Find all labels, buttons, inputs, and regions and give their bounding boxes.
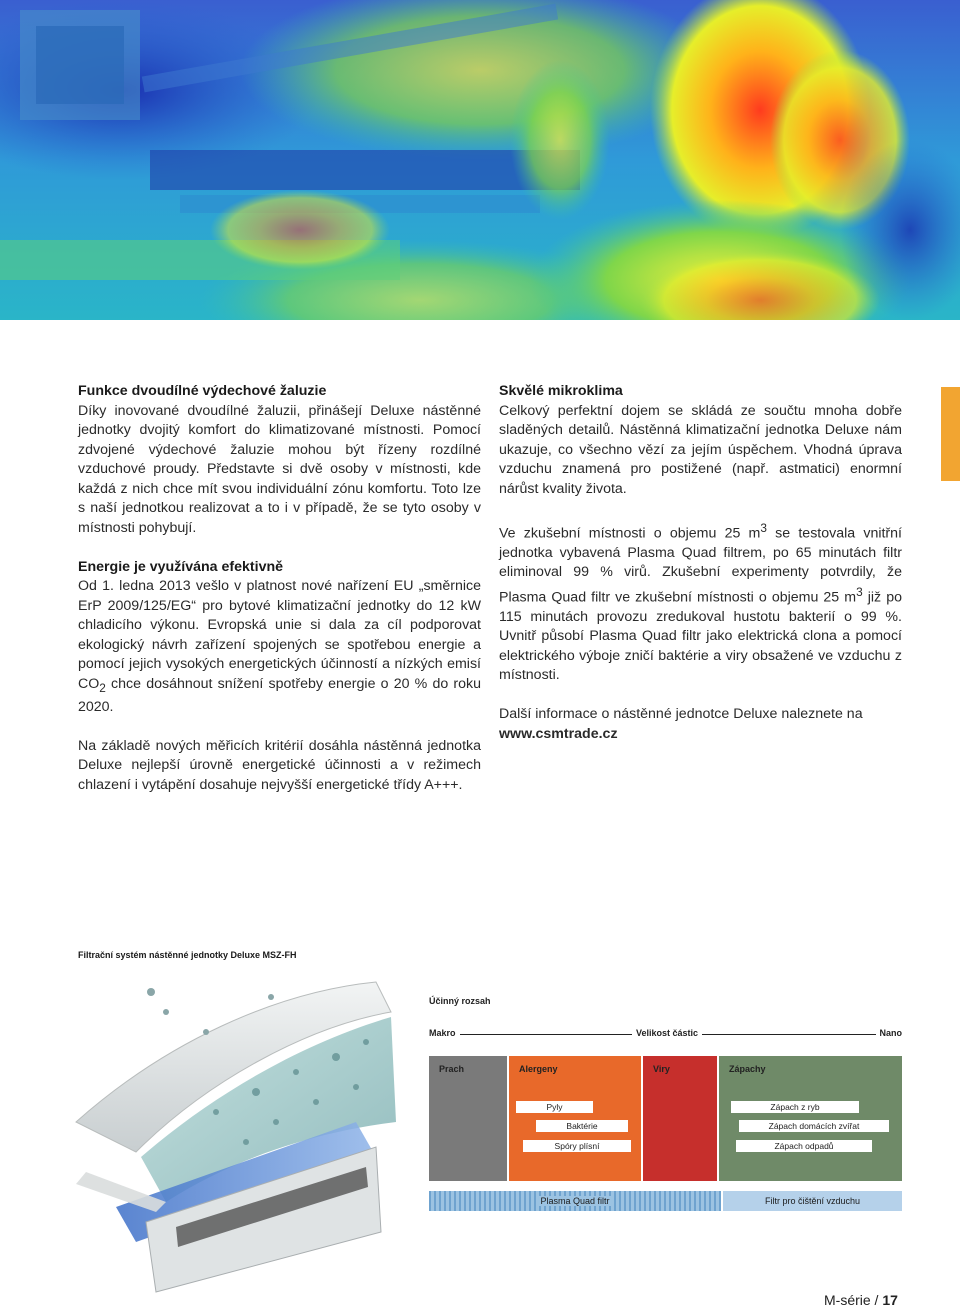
paragraph-louvre: Díky inovované dvoudílné žaluzii, přinášejí Deluxe nástěnné jednotky dvojitý komfort do klimatizované místnosti. Pomocí zdvojené výdechové žaluzie mohou být řízeny rozdílné vzduchové proudy. Představte si dvě osoby v místnosti, kde každá z nich chce mít svou individuální zónu komfortu. Toto lze s naší jednotkou realizovat a to i v případě, že se tyto osoby v místnosti pohybují. — [78, 402, 481, 536]
tag-mold-spores: Spóry plísní — [523, 1140, 631, 1152]
page-footer: M-série / 17 — [824, 1292, 898, 1308]
right-column — [499, 382, 902, 744]
page-number: 17 — [882, 1292, 898, 1308]
paragraph-plasma-test: Ve zkušební místnosti o objemu 25 $m^3$ se testovala vnitřní jednotka vybavená Plasma Quad filtrem, po 65 minutách filtr eliminoval 99 % virů. Zkušební experimenty potvrdily, že Plasma Quad filtr ve zkušební místnosti o objemu 25 $m^3$ již po 115 minutách provozu zredukoval hustotu bakterií o 99 %. Uvnitř působí Plasma Quad filtr jako elektrická clona a pomocí elektrického výboje zničí baktérie a viry obsažené ve vzduchu z místnosti. — [499, 520, 902, 684]
section-tab-marker — [941, 387, 960, 481]
band-allergens: Alergeny — [509, 1056, 641, 1181]
figure-title: Filtrační systém nástěnné jednotky Deluxe MSZ-FH — [78, 950, 297, 960]
heading-louvre-function: Funkce dvoudílné výdechové žaluzie — [78, 383, 327, 399]
scale-right-label: Nano — [876, 1028, 907, 1038]
paragraph-microclimate: Celkový perfektní dojem se skládá ze součtu mnoha dobře sladěných detailů. Nástěnná klimatizační jednotka Deluxe nám ukazuje, co všechno vězí za jejím úspěchem. Vhodná úprava vzduchu znamená pro postižené (např. astmatici) enormní nárůst kvality života. — [499, 402, 902, 497]
tag-pollen: Pyly — [516, 1101, 593, 1113]
filter-air-purifying: Filtr pro čištění vzduchu — [723, 1191, 902, 1211]
band-dust: Prach — [429, 1056, 507, 1181]
scale-left-label: Makro — [425, 1028, 460, 1038]
band-odors: Zápachy — [719, 1056, 902, 1181]
air-conditioner-illustration — [46, 972, 410, 1304]
website-link[interactable]: www.csmtrade.cz — [499, 725, 618, 742]
heading-energy: Energie je využívána efektivně — [78, 558, 284, 575]
tag-waste-odor: Zápach odpadů — [736, 1140, 872, 1152]
co2-subscript: 2 — [99, 680, 106, 695]
thermal-hero-image — [0, 0, 960, 320]
tag-pet-odor: Zápach domácích zvířat — [739, 1120, 889, 1132]
effective-range-label: Účinný rozsah — [429, 996, 491, 1006]
particle-size-scale — [429, 1028, 902, 1040]
scale-middle-label: Velikost částic — [632, 1028, 702, 1038]
paragraph-energy-class: Na základě nových měřicích kritérií dosáhla nástěnná jednotka Deluxe nejlepší úrovně energetické účinnosti a v režimech chlazení i vytápění dosahuje nejvyšší energetické třídy A+++. — [78, 737, 481, 793]
tag-bacteria: Baktérie — [536, 1120, 628, 1132]
paragraph-more-info: Další informace o nástěnné jednotce Deluxe naleznete na www.csmtrade.cz — [499, 706, 863, 742]
tag-fish-odor: Zápach z ryb — [731, 1101, 859, 1113]
paragraph-energy: Od 1. ledna 2013 vešlo v platnost nové nařízení EU „směrnice ErP 2009/125/EG“ pro bytové klimatizační jednotky do 12 kW chladicího výkonu. Evropská unie si dala za cíl podporovat ekologický návrh zařízení spojených se spotřebou energie a pomocí jejich vysokých energetických účinností a nízkých emisí $CO_2$ chce dosáhnout snížení spotřeby energie o 20 % do roku 2020. — [78, 578, 481, 715]
band-viruses: Viry — [643, 1056, 717, 1181]
left-column — [78, 382, 481, 795]
heading-microclimate: Skvělé mikroklima — [499, 383, 623, 399]
filter-plasma-quad: Plasma Quad filtr — [429, 1191, 721, 1211]
